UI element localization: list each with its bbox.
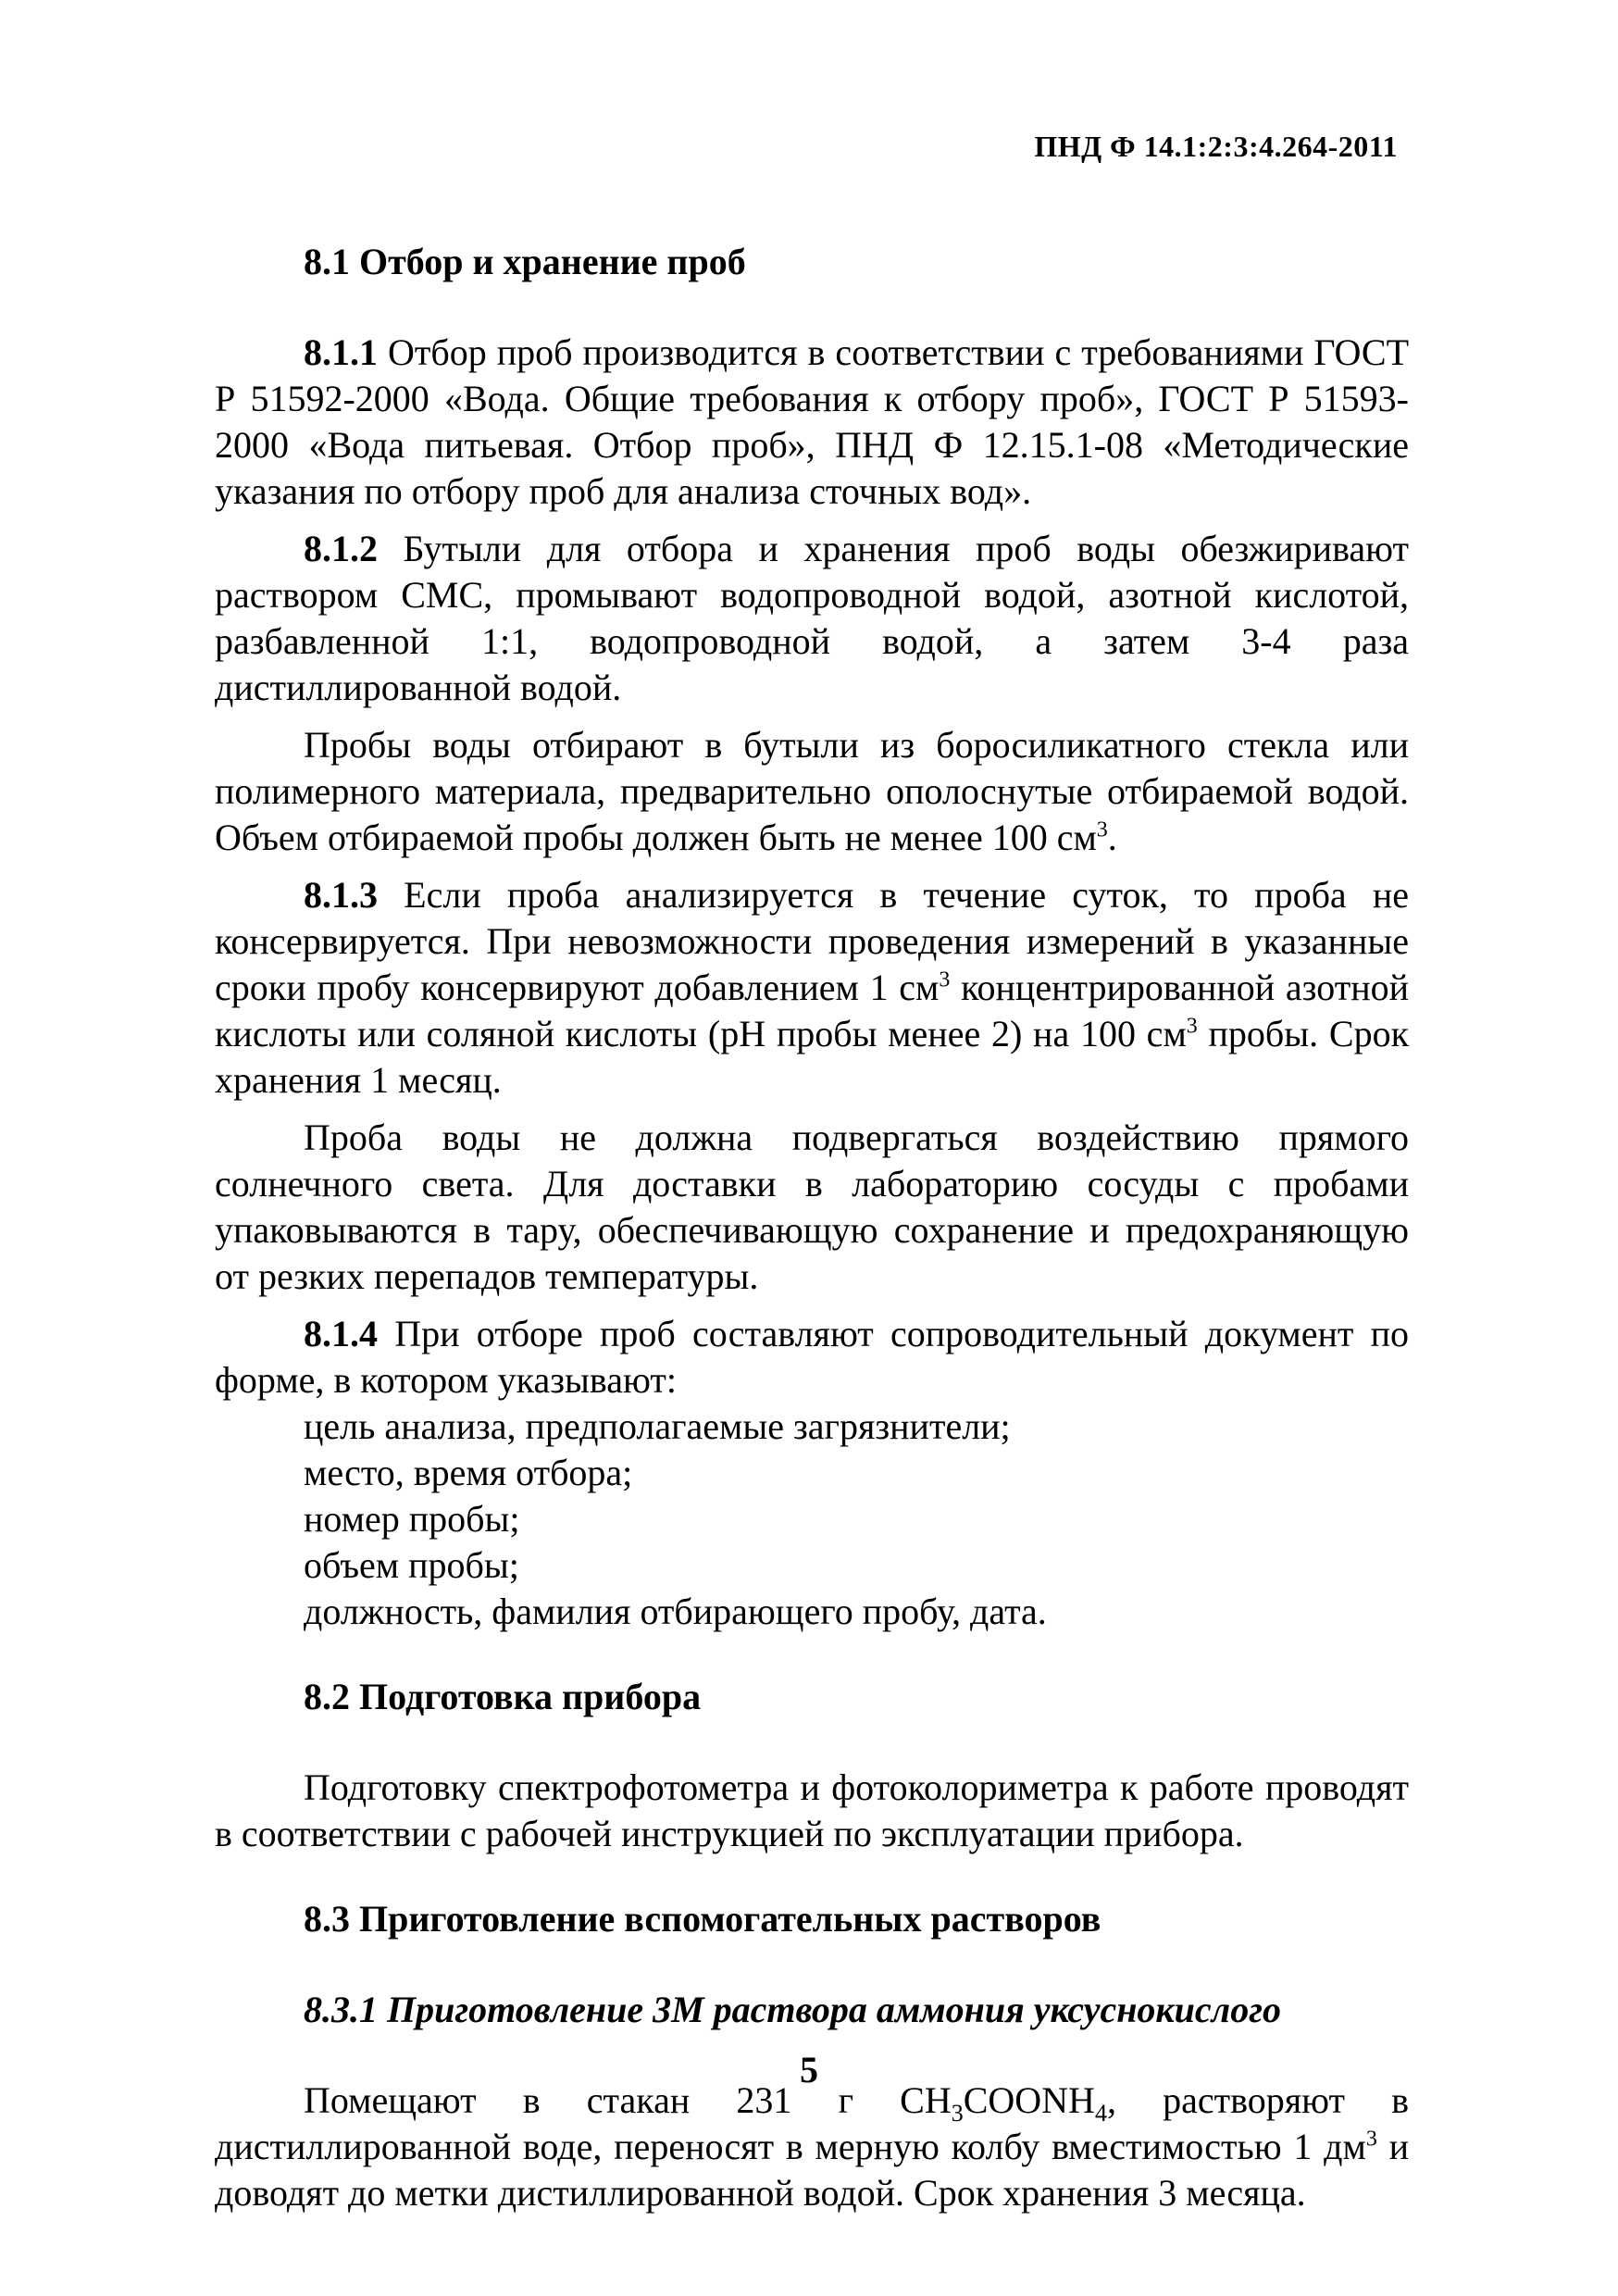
paragraph-8-1-3: [215, 872, 1409, 1104]
paragraph-text: Если проба анализируется в течение суток, то проба не консервируется. При невозможности проведения измерений в указанные сроки пробу консервируют добавлением 1 см: [215, 874, 1410, 1008]
paragraph-text: Пробы воды отбирают в бутыли из боросиликатного стекла или полимерного материала, предварительно ополоснутые отбираемой водой. Объем отбираемой пробы должен быть не менее 100 см: [215, 724, 1409, 858]
paragraph-8-1-4: [215, 1311, 1409, 1404]
list-item: место, время отбора;: [304, 1452, 633, 1493]
paragraph-text: Отбор проб производится в соответствии с требованиями ГОСТ Р 51592-2000 «Вода. Общие требования к отбору проб», ГОСТ Р 51593-2000 «Вода питьевая. Отбор проб», ПНД Ф 12.15.1-08 «Методические указания по отбору проб для анализа сточных вод».: [215, 331, 1410, 512]
paragraph-8-1-3-light: [215, 1115, 1409, 1300]
paragraph-text: пробы. Срок хранения 1 месяц.: [215, 1013, 1410, 1101]
paragraph-end: .: [1107, 817, 1117, 858]
list-item: объем пробы;: [304, 1544, 519, 1586]
paragraph-text: При отборе проб составляют сопроводительный документ по форме, в котором указывают:: [215, 1313, 1410, 1401]
section-8-2-heading: 8.2 Подготовка прибора: [304, 1676, 702, 1717]
paragraph-8-1-1: [215, 330, 1409, 515]
superscript: 3: [939, 967, 951, 992]
clause-number: 8.1.2: [304, 528, 378, 569]
paragraph-text: Проба воды не должна подвергаться воздействию прямого солнечного света. Для доставки в лабораторию сосуды с пробами упаковываются в тару, обеспечивающую сохранение и предохраняющую от резких перепадов температуры.: [215, 1117, 1409, 1297]
section-8-3-1-heading: 8.3.1 Приготовление 3М раствора аммония уксуснокислого: [304, 1989, 1281, 2030]
paragraph-8-3-1: [215, 2078, 1409, 2216]
paragraph-text: COONH: [963, 2079, 1095, 2121]
paragraph-text: Помещают в стакан 231 г CH: [304, 2079, 952, 2121]
subscript: 4: [1094, 2100, 1107, 2127]
superscript: 3: [1186, 1014, 1198, 1039]
paragraph-text: Подготовку спектрофотометра и фотоколориметра к работе проводят в соответствии с рабочей инструкцией по эксплуатации прибора.: [215, 1766, 1409, 1854]
paragraph-8-2: [215, 1765, 1409, 1857]
list-item: цель анализа, предполагаемые загрязнители;: [304, 1405, 1011, 1447]
superscript: 3: [1365, 2127, 1377, 2152]
section-8-3-heading: 8.3 Приготовление вспомогательных растворов: [304, 1898, 1101, 1940]
paragraph-text: концентрированной азотной кислоты или соляной кислоты (рН пробы менее 2) на 100 см: [215, 967, 1410, 1054]
clause-number: 8.1.3: [304, 874, 378, 916]
paragraph-8-1-2: [215, 526, 1409, 711]
paragraph-text: Бутыли для отбора и хранения проб воды обезжиривают раствором СМС, промывают водопроводной водой, азотной кислотой, разбавленной 1:1, водопроводной водой, а затем 3-4 раза дистиллированной водой.: [215, 528, 1410, 708]
page-number: 5: [800, 2049, 818, 2090]
list-item: номер пробы;: [304, 1498, 520, 1540]
accompanying-document-list: [215, 1404, 1409, 1635]
section-8-1-heading: 8.1 Отбор и хранение проб: [304, 241, 746, 282]
paragraph-8-1-2-samples: [215, 722, 1409, 861]
paragraph-text: и доводят до метки дистиллированной водой. Срок хранения 3 месяца.: [215, 2126, 1410, 2214]
clause-number: 8.1.1: [304, 331, 378, 373]
list-item: должность, фамилия отбирающего пробу, дата.: [304, 1591, 1047, 1632]
paragraph-text: , растворяют в дистиллированной воде, переносят в мерную колбу вместимостью 1 дм: [215, 2079, 1409, 2167]
document-code-header: ПНД Ф 14.1:2:3:4.264-2011: [1034, 130, 1398, 163]
subscript: 3: [951, 2100, 964, 2127]
clause-number: 8.1.4: [304, 1313, 378, 1354]
document-body: [215, 239, 1409, 2227]
superscript: 3: [1096, 817, 1108, 842]
